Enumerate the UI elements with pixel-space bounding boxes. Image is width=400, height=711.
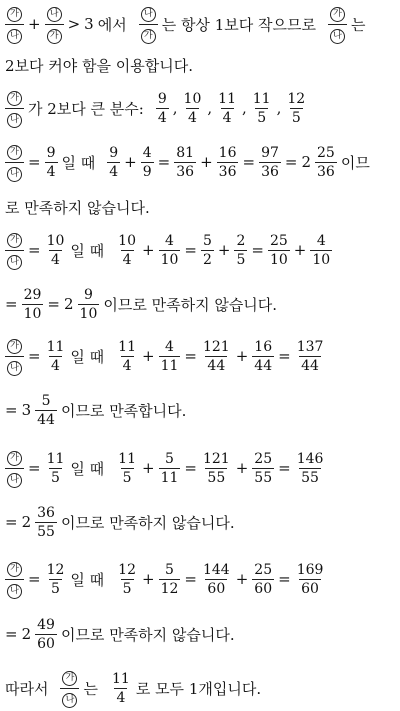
circled-na-symbol: 나 bbox=[47, 7, 62, 22]
number-three: 3 bbox=[84, 15, 94, 33]
ratio-ga-na bbox=[5, 143, 24, 182]
fraction: $\frac{121}{55}$ bbox=[202, 450, 230, 486]
greater-than-sign: > bbox=[67, 15, 81, 33]
circled-ga-symbol: 가 bbox=[7, 339, 22, 354]
fraction: $\frac{146}{55}$ bbox=[296, 450, 324, 486]
case-3-result: = 3 $\frac{5}{44}$ 이므로 만족합니다. bbox=[5, 392, 187, 428]
text: 로 만족하지 않습니다. bbox=[5, 198, 150, 217]
fraction: $\frac{12}{5}$ bbox=[287, 90, 306, 126]
line-1 bbox=[3, 2, 398, 46]
text: 이므로 만족합니다. bbox=[60, 401, 187, 420]
text: 이므로 만족하지 않습니다. bbox=[60, 625, 235, 644]
fraction: $\frac{4}{9}$ bbox=[142, 144, 152, 180]
mixed-number: 2 $\frac{36}{55}$ bbox=[21, 504, 55, 540]
fraction: $\frac{16}{36}$ bbox=[218, 144, 237, 180]
fraction: $\frac{11}{5}$ bbox=[252, 90, 271, 126]
circled-ga-symbol: 가 bbox=[7, 7, 22, 22]
fraction: $\frac{11}{4}$ bbox=[118, 338, 136, 374]
plus-sign: + bbox=[28, 15, 41, 33]
fraction: $\frac{11}{4}$ bbox=[46, 338, 65, 374]
circled-na-symbol: 나 bbox=[7, 361, 22, 376]
ratio-na-ga bbox=[45, 5, 64, 44]
fraction: $\frac{9}{4}$ bbox=[157, 90, 167, 126]
fraction: $\frac{5}{12}$ bbox=[160, 561, 179, 597]
text: 이므 bbox=[340, 153, 370, 172]
circled-na-symbol: 나 bbox=[7, 584, 22, 599]
case-3-line: $\frac{\text{가}}{\text{나}}$ = $\frac{11}{4}$ 일 때 $\frac{11}{4}$ + $\frac{4}{11}$ = $\frac{121}{44}$ + $\frac{16}{44}$ = $\frac{137}{44}$ bbox=[3, 334, 398, 378]
circled-na-symbol: 나 bbox=[330, 29, 345, 44]
fraction: $\frac{11}{5}$ bbox=[46, 450, 65, 486]
case-2-result: = $\frac{29}{10}$ = 2 $\frac{9}{10}$ 이므로 만족하지 않습니다. bbox=[5, 286, 278, 322]
fraction: $\frac{4}{11}$ bbox=[160, 338, 179, 374]
ratio-ga-na bbox=[5, 5, 24, 44]
fraction: $\frac{25}{60}$ bbox=[254, 561, 273, 597]
text: 에서 bbox=[97, 15, 127, 34]
fraction: $\frac{4}{10}$ bbox=[160, 232, 179, 268]
ratio-ga-na bbox=[5, 89, 24, 128]
ratio-ga-na bbox=[5, 337, 24, 376]
fraction: $\frac{97}{36}$ bbox=[261, 144, 279, 180]
text: 따라서 bbox=[5, 679, 49, 698]
fraction: $\frac{11}{4}$ bbox=[218, 90, 236, 126]
circled-ga-symbol: 가 bbox=[7, 562, 22, 577]
fraction: $\frac{11}{4}$ bbox=[111, 670, 130, 706]
fraction: $\frac{81}{36}$ bbox=[176, 144, 195, 180]
ratio-ga-na bbox=[5, 449, 24, 488]
circled-ga-symbol: 가 bbox=[47, 29, 62, 44]
case-5-result: = 2 $\frac{49}{60}$ 이므로 만족하지 않습니다. bbox=[5, 616, 235, 652]
fraction: $\frac{2}{5}$ bbox=[236, 232, 246, 268]
line-3: $\frac{\text{가}}{\text{나}}$ 가 2보다 큰 분수: $\frac{9}{4}$ , $\frac{10}{4}$ , $\frac{11}{4}$ , $\frac{11}{5}$ , $\frac{12}{5}$ bbox=[3, 86, 398, 130]
case-4-line: $\frac{\text{가}}{\text{나}}$ = $\frac{11}{5}$ 일 때 $\frac{11}{5}$ + $\frac{5}{11}$ = $\frac{121}{55}$ + $\frac{25}{55}$ = $\frac{146}{55}$ bbox=[3, 446, 398, 490]
fraction: $\frac{16}{44}$ bbox=[254, 338, 273, 374]
text: 일 때 bbox=[70, 570, 105, 589]
fraction: $\frac{25}{10}$ bbox=[269, 232, 288, 268]
fraction: $\frac{169}{60}$ bbox=[296, 561, 324, 597]
fraction: $\frac{5}{2}$ bbox=[202, 232, 212, 268]
text: 는 bbox=[83, 679, 98, 698]
circled-ga-symbol: 가 bbox=[7, 451, 22, 466]
text: 일 때 bbox=[70, 459, 105, 478]
mixed-number: 3 $\frac{5}{44}$ bbox=[21, 392, 55, 428]
case-4-result: = 2 $\frac{36}{55}$ 이므로 만족하지 않습니다. bbox=[5, 504, 235, 540]
circled-ga-symbol: 가 bbox=[7, 233, 22, 248]
mixed-number: 2 $\frac{9}{10}$ bbox=[63, 286, 98, 322]
ratio-na-ga bbox=[139, 5, 158, 44]
circled-ga-symbol: 가 bbox=[330, 7, 345, 22]
line-2 bbox=[3, 54, 398, 76]
mixed-number: 2 $\frac{25}{36}$ bbox=[301, 144, 335, 180]
circled-na-symbol: 나 bbox=[7, 167, 22, 182]
fraction: $\frac{10}{4}$ bbox=[183, 90, 202, 126]
mixed-number: 2 $\frac{49}{60}$ bbox=[21, 616, 55, 652]
text: 일 때 bbox=[70, 347, 105, 366]
text: 로 모두 1개입니다. bbox=[135, 679, 262, 698]
fraction: $\frac{144}{60}$ bbox=[202, 561, 230, 597]
circled-na-symbol: 나 bbox=[7, 255, 22, 270]
fraction: $\frac{25}{55}$ bbox=[254, 450, 273, 486]
fraction: $\frac{9}{4}$ bbox=[109, 144, 119, 180]
circled-na-symbol: 나 bbox=[62, 693, 77, 708]
fraction: $\frac{5}{11}$ bbox=[160, 450, 179, 486]
ratio-ga-na bbox=[5, 231, 24, 270]
text: 가 2보다 큰 분수: bbox=[28, 99, 144, 118]
text: 일 때 bbox=[61, 153, 96, 172]
circled-ga-symbol: 가 bbox=[141, 29, 156, 44]
ratio-ga-na bbox=[60, 669, 79, 708]
text: 는 bbox=[350, 15, 366, 34]
fraction: $\frac{121}{44}$ bbox=[202, 338, 230, 374]
text: 일 때 bbox=[70, 241, 105, 260]
conclusion-line bbox=[3, 666, 398, 710]
text: 이므로 만족하지 않습니다. bbox=[60, 513, 235, 532]
fraction: $\frac{12}{5}$ bbox=[118, 561, 136, 597]
text: 이므로 만족하지 않습니다. bbox=[103, 295, 278, 314]
text: 는 항상 1보다 작으므로 bbox=[161, 15, 316, 34]
fraction: $\frac{11}{5}$ bbox=[118, 450, 136, 486]
case-2-line: $\frac{\text{가}}{\text{나}}$ = $\frac{10}{4}$ 일 때 $\frac{10}{4}$ + $\frac{4}{10}$ = $\frac{5}{2}$ + $\frac{2}{5}$ = $\frac{25}{10}$ + $\frac{4}{10}$ bbox=[3, 228, 398, 272]
circled-na-symbol: 나 bbox=[7, 473, 22, 488]
fraction: $\frac{137}{44}$ bbox=[296, 338, 324, 374]
fraction: $\frac{10}{4}$ bbox=[46, 232, 65, 268]
text: 2보다 커야 함을 이용합니다. bbox=[5, 56, 194, 75]
case-1-continuation bbox=[3, 196, 398, 218]
circled-na-symbol: 나 bbox=[7, 113, 22, 128]
circled-ga-symbol: 가 bbox=[7, 145, 22, 160]
fraction: $\frac{10}{4}$ bbox=[118, 232, 136, 268]
fraction: $\frac{9}{4}$ bbox=[46, 144, 56, 180]
fraction: $\frac{29}{10}$ bbox=[23, 286, 42, 322]
case-1-line: $\frac{\text{가}}{\text{나}}$ = $\frac{9}{4}$ 일 때 $\frac{9}{4}$ + $\frac{4}{9}$ = $\frac{81}{36}$ + $\frac{16}{36}$ = $\frac{97}{36}$ = 2 $\frac{25}{36}$ 이므 bbox=[3, 140, 398, 184]
fraction: $\frac{4}{10}$ bbox=[312, 232, 331, 268]
ratio-ga-na bbox=[5, 560, 24, 599]
case-5-line: $\frac{\text{가}}{\text{나}}$ = $\frac{12}{5}$ 일 때 $\frac{12}{5}$ + $\frac{5}{12}$ = $\frac{144}{60}$ + $\frac{25}{60}$ = $\frac{169}{60}$ bbox=[3, 557, 398, 601]
circled-na-symbol: 나 bbox=[141, 7, 156, 22]
circled-ga-symbol: 가 bbox=[62, 671, 77, 686]
circled-ga-symbol: 가 bbox=[7, 91, 22, 106]
fraction: $\frac{12}{5}$ bbox=[46, 561, 65, 597]
circled-na-symbol: 나 bbox=[7, 29, 22, 44]
ratio-ga-na bbox=[328, 5, 347, 44]
